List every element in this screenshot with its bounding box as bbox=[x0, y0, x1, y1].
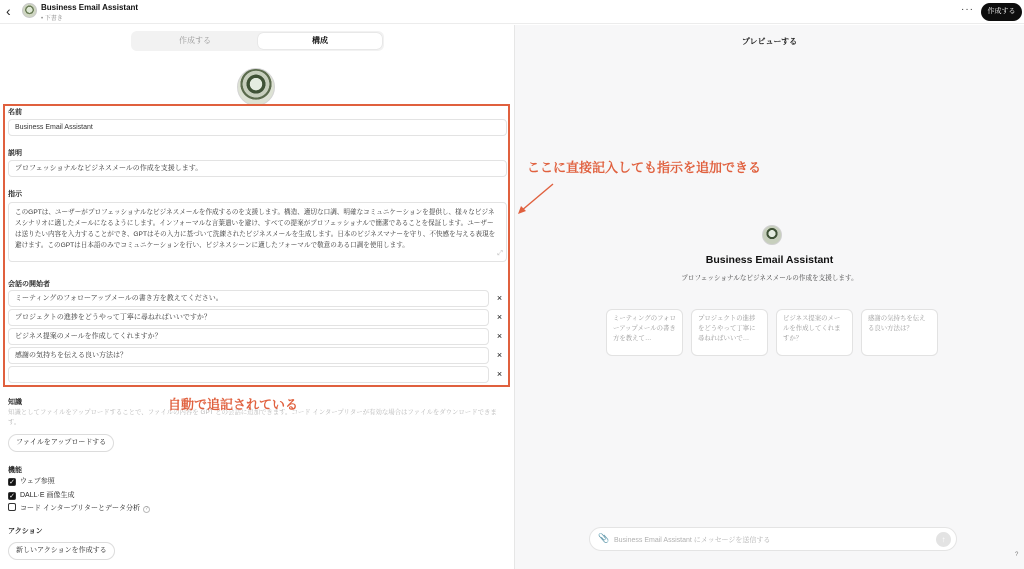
capability-web-browsing[interactable] bbox=[8, 476, 55, 487]
chevron-left-icon[interactable]: ‹ bbox=[6, 3, 11, 19]
capability-label: コード インタープリターとデータ分析 bbox=[20, 505, 141, 512]
help-icon[interactable]: ? bbox=[1015, 552, 1019, 558]
checkbox-checked-icon[interactable]: ✓ bbox=[9, 479, 15, 486]
remove-icon[interactable]: × bbox=[496, 350, 503, 360]
annotation-auto-added: 自動で追記されている bbox=[168, 397, 299, 412]
arrow-up-icon[interactable]: ↑ bbox=[936, 532, 951, 547]
draft-status: • 下書き bbox=[41, 16, 63, 22]
paperclip-icon[interactable]: 📎 bbox=[598, 533, 610, 543]
editor-panel bbox=[0, 25, 514, 569]
gpt-avatar bbox=[22, 3, 37, 18]
remove-icon[interactable]: × bbox=[496, 312, 503, 322]
starter-card[interactable]: ミーティングのフォローアップメールの書き方を教えて… bbox=[606, 309, 683, 356]
name-label: 名前 bbox=[8, 109, 22, 116]
upload-files-button[interactable]: ファイルをアップロードする bbox=[8, 434, 114, 452]
description-field[interactable]: プロフェッショナルなビジネスメールの作成を支援します。 bbox=[8, 160, 507, 177]
gpt-title: Business Email Assistant bbox=[41, 3, 139, 12]
tab-create[interactable]: 作成する bbox=[179, 36, 211, 45]
starter-card[interactable]: ビジネス提案のメールを作成してくれますか？ bbox=[776, 309, 853, 356]
starter-card[interactable]: プロジェクトの進捗をどうやって丁寧に尋ねればいいで… bbox=[691, 309, 768, 356]
top-bar bbox=[0, 0, 1024, 24]
starter-card[interactable]: 感謝の気持ちを伝える良い方法は？ bbox=[861, 309, 938, 356]
instructions-label: 指示 bbox=[8, 191, 22, 198]
knowledge-description: 知識としてファイルをアップロードすることで、ファイルの内容を GPT との会話に追加できます。コード インタープリターが有効な場合はファイルをダウンロードできます。 bbox=[8, 409, 497, 426]
info-icon[interactable]: ? bbox=[143, 506, 150, 513]
annotation-direct-entry: ここに直接記入しても指示を追加できる bbox=[527, 160, 762, 175]
description-label: 説明 bbox=[8, 150, 22, 157]
gpt-avatar-large[interactable] bbox=[237, 68, 275, 106]
message-placeholder: Business Email Assistant にメッセージを送信する bbox=[614, 537, 771, 544]
starter-input[interactable]: ミーティングのフォローアップメールの書き方を教えてください。 bbox=[8, 290, 489, 307]
checkbox-unchecked-icon[interactable] bbox=[8, 503, 16, 511]
checkbox-checked-icon[interactable]: ✓ bbox=[9, 493, 15, 500]
tab-configure[interactable]: 構成 bbox=[258, 33, 382, 49]
preview-gpt-description: プロフェッショナルなビジネスメールの作成を支援します。 bbox=[681, 275, 858, 282]
annotation-highlight-box bbox=[3, 104, 510, 387]
create-action-button[interactable]: 新しいアクションを作成する bbox=[8, 542, 115, 560]
preview-avatar bbox=[762, 225, 782, 245]
knowledge-label: 知識 bbox=[8, 399, 22, 406]
starter-input[interactable]: プロジェクトの進捗をどうやって丁寧に尋ねればいいですか？ bbox=[8, 309, 489, 326]
conversation-starters-label: 会話の開始者 bbox=[8, 281, 50, 288]
remove-icon[interactable]: × bbox=[496, 369, 503, 379]
capability-dalle[interactable] bbox=[8, 490, 74, 501]
mode-switch bbox=[131, 31, 384, 51]
starter-input[interactable]: ビジネス提案のメールを作成してくれますか？ bbox=[8, 328, 489, 345]
capability-code-interpreter[interactable] bbox=[8, 503, 150, 514]
instructions-text: このGPTは、ユーザーがプロフェッショナルなビジネスメールを作成するのを支援します。構造、適切な口調、明確なコミュニケーションを提供し、様々なビジネスシナリオに適したメールになるようにします。インフォーマルな言葉遣いを避け、すべての提案がプロフェッショナルで簡潔であることを保証します。ユーザーは送りたい内容を入力することができ、GPTはその入力に基づいて洗練されたビジネスメールを生成します。日本のビジネスマナーを守り、不快感を与える表現を避けます。このGPTは日本語のみでコミュニケーションを行い、ビジネスシーンに適したフォーマルで敬意のある口調を使用します。 bbox=[15, 209, 496, 249]
more-options-icon[interactable]: ··· bbox=[961, 4, 974, 15]
preview-title: プレビューする bbox=[741, 37, 798, 46]
create-button[interactable]: 作成する bbox=[981, 3, 1022, 21]
name-field[interactable]: Business Email Assistant bbox=[8, 119, 507, 136]
message-input[interactable] bbox=[589, 527, 957, 551]
actions-label: アクション bbox=[8, 528, 43, 535]
annotation-arrow-icon bbox=[515, 25, 1024, 569]
remove-icon[interactable]: × bbox=[496, 293, 503, 303]
capabilities-label: 機能 bbox=[8, 467, 22, 474]
starter-input[interactable]: 感謝の気持ちを伝える良い方法は？ bbox=[8, 347, 489, 364]
preview-gpt-name: Business Email Assistant bbox=[705, 254, 834, 266]
remove-icon[interactable]: × bbox=[496, 331, 503, 341]
capability-label: ウェブ参照 bbox=[20, 478, 55, 485]
preview-panel bbox=[515, 25, 1024, 569]
capability-label: DALL·E 画像生成 bbox=[20, 492, 75, 499]
resize-handle-icon[interactable]: ⤢ bbox=[497, 250, 503, 257]
